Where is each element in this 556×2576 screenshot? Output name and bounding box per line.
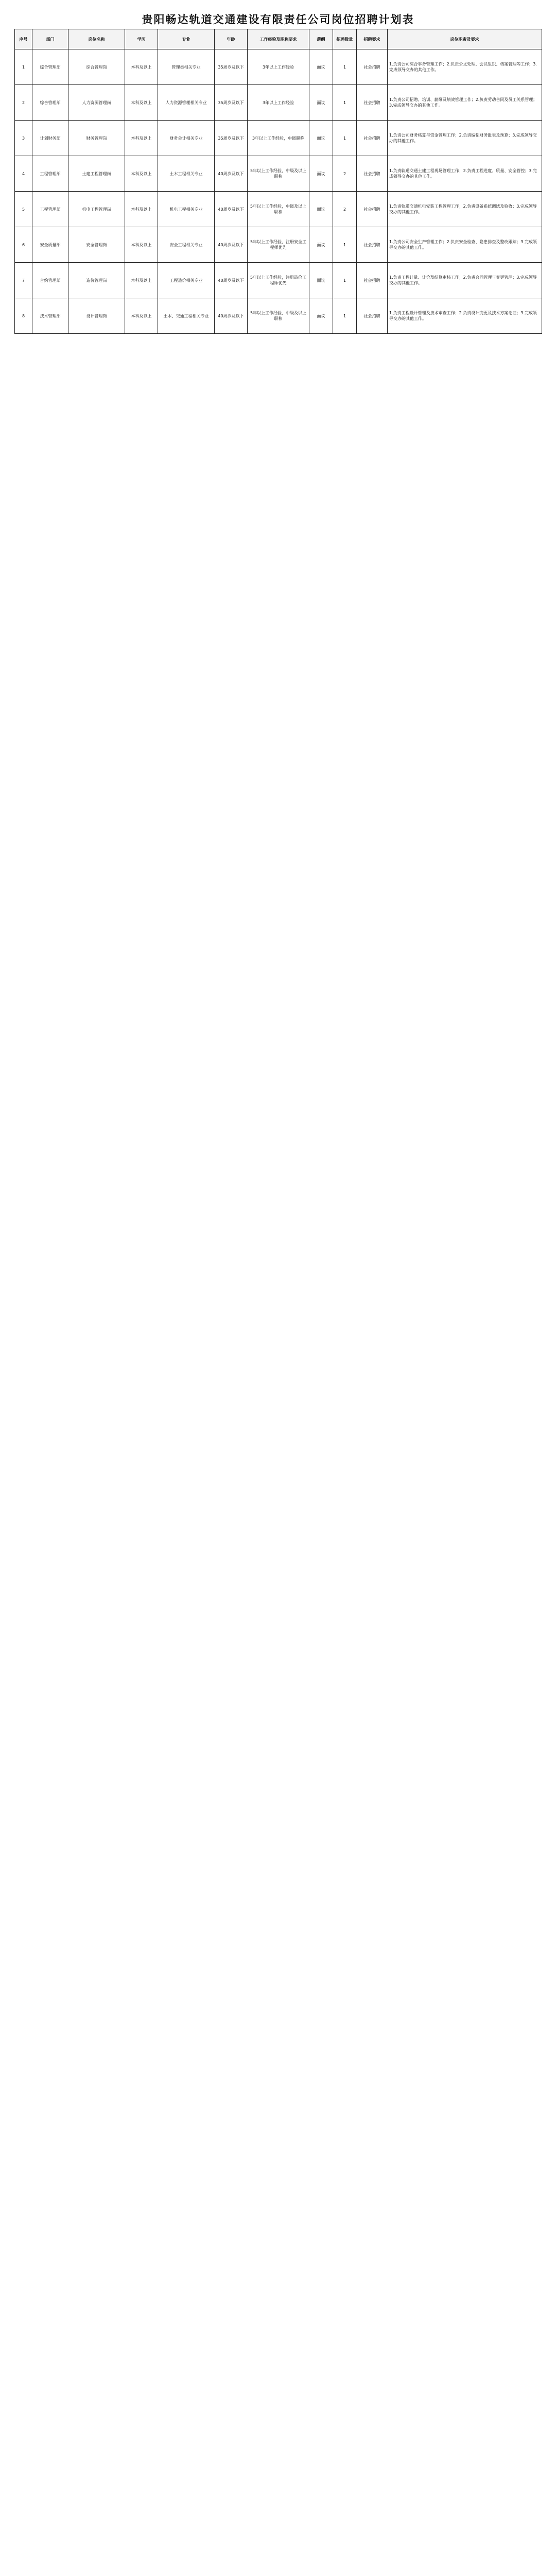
cell-major: 土木、交通工程相关专业	[158, 298, 215, 334]
cell-post: 安全管理岗	[68, 227, 125, 263]
header-count: 招聘数量	[333, 29, 357, 49]
cell-duty: 1.负责公司招聘、培训、薪酬及绩效管理工作；2.负责劳动合同及员工关系管理；3.完成领导交办的其他工作。	[388, 85, 542, 121]
cell-age: 40周岁及以下	[215, 298, 248, 334]
cell-count: 1	[333, 227, 357, 263]
table-row	[15, 298, 542, 334]
cell-pay: 面议	[309, 298, 333, 334]
cell-pay: 面议	[309, 227, 333, 263]
cell-age: 35周岁及以下	[215, 121, 248, 156]
cell-edu: 本科及以上	[125, 192, 158, 227]
cell-count: 2	[333, 192, 357, 227]
cell-major: 土木工程相关专业	[158, 156, 215, 192]
cell-type: 社会招聘	[357, 156, 388, 192]
cell-edu: 本科及以上	[125, 85, 158, 121]
header-age: 年龄	[215, 29, 248, 49]
cell-dept: 工程管理部	[32, 156, 68, 192]
cell-count: 1	[333, 85, 357, 121]
cell-duty: 1.负责公司综合事务管理工作；2.负责公文处理、会议组织、档案管理等工作；3.完成领导交办的其他工作。	[388, 49, 542, 85]
cell-count: 1	[333, 49, 357, 85]
table-row	[15, 263, 542, 298]
header-type: 招聘要求	[357, 29, 388, 49]
table-row	[15, 156, 542, 192]
cell-age: 40周岁及以下	[215, 156, 248, 192]
recruitment-table	[14, 29, 542, 334]
cell-age: 40周岁及以下	[215, 192, 248, 227]
cell-major: 安全工程相关专业	[158, 227, 215, 263]
cell-type: 社会招聘	[357, 192, 388, 227]
cell-type: 社会招聘	[357, 49, 388, 85]
cell-exp: 5年以上工作经验，中级及以上职称	[248, 192, 309, 227]
cell-edu: 本科及以上	[125, 263, 158, 298]
header-no: 序号	[15, 29, 32, 49]
cell-count: 1	[333, 121, 357, 156]
cell-count: 1	[333, 263, 357, 298]
cell-pay: 面议	[309, 85, 333, 121]
cell-type: 社会招聘	[357, 298, 388, 334]
cell-no: 5	[15, 192, 32, 227]
cell-post: 设计管理岗	[68, 298, 125, 334]
cell-dept: 技术管理部	[32, 298, 68, 334]
header-post: 岗位名称	[68, 29, 125, 49]
cell-no: 6	[15, 227, 32, 263]
cell-duty: 1.负责轨道交通机电安装工程管理工作；2.负责设备系统调试及验收；3.完成领导交办的其他工作。	[388, 192, 542, 227]
cell-duty: 1.负责公司安全生产管理工作；2.负责安全检查、隐患排查及整改跟踪；3.完成领导交办的其他工作。	[388, 227, 542, 263]
cell-duty: 1.负责轨道交通土建工程现场管理工作；2.负责工程进度、质量、安全管控；3.完成领导交办的其他工作。	[388, 156, 542, 192]
cell-post: 机电工程管理岗	[68, 192, 125, 227]
table-row	[15, 121, 542, 156]
cell-duty: 1.负责工程计量、计价及结算审核工作；2.负责合同管理与变更管理；3.完成领导交办的其他工作。	[388, 263, 542, 298]
cell-major: 机电工程相关专业	[158, 192, 215, 227]
cell-major: 管理类相关专业	[158, 49, 215, 85]
cell-duty: 1.负责工程设计管理及技术审查工作；2.负责设计变更及技术方案论证；3.完成领导交办的其他工作。	[388, 298, 542, 334]
cell-edu: 本科及以上	[125, 156, 158, 192]
cell-dept: 综合管理部	[32, 49, 68, 85]
header-exp: 工作经验及职称要求	[248, 29, 309, 49]
cell-dept: 综合管理部	[32, 85, 68, 121]
cell-count: 1	[333, 298, 357, 334]
cell-pay: 面议	[309, 192, 333, 227]
cell-pay: 面议	[309, 263, 333, 298]
cell-duty: 1.负责公司财务核算与资金管理工作；2.负责编制财务报表及预算；3.完成领导交办的其他工作。	[388, 121, 542, 156]
cell-exp: 5年以上工作经验，中级及以上职称	[248, 298, 309, 334]
cell-edu: 本科及以上	[125, 227, 158, 263]
cell-pay: 面议	[309, 156, 333, 192]
cell-dept: 合约管理部	[32, 263, 68, 298]
cell-dept: 安全质量部	[32, 227, 68, 263]
cell-edu: 本科及以上	[125, 121, 158, 156]
cell-count: 2	[333, 156, 357, 192]
page-title: 贵阳畅达轨道交通建设有限责任公司岗位招聘计划表	[142, 13, 414, 26]
cell-type: 社会招聘	[357, 85, 388, 121]
table-row	[15, 49, 542, 85]
table-header-row	[15, 29, 542, 49]
table-body	[15, 49, 542, 334]
header-dept: 部门	[32, 29, 68, 49]
cell-no: 3	[15, 121, 32, 156]
header-duty: 岗位职责及要求	[388, 29, 542, 49]
cell-no: 7	[15, 263, 32, 298]
cell-age: 40周岁及以下	[215, 263, 248, 298]
cell-exp: 3年以上工作经验，中级职称	[248, 121, 309, 156]
cell-major: 人力资源管理相关专业	[158, 85, 215, 121]
cell-exp: 3年以上工作经验	[248, 85, 309, 121]
cell-edu: 本科及以上	[125, 298, 158, 334]
cell-major: 工程造价相关专业	[158, 263, 215, 298]
cell-age: 35周岁及以下	[215, 85, 248, 121]
cell-post: 土建工程管理岗	[68, 156, 125, 192]
cell-pay: 面议	[309, 49, 333, 85]
table-row	[15, 192, 542, 227]
header-major: 专业	[158, 29, 215, 49]
cell-exp: 5年以上工作经验，注册造价工程师优先	[248, 263, 309, 298]
cell-post: 造价管理岗	[68, 263, 125, 298]
cell-exp: 3年以上工作经验	[248, 49, 309, 85]
cell-exp: 5年以上工作经验，注册安全工程师优先	[248, 227, 309, 263]
cell-age: 35周岁及以下	[215, 49, 248, 85]
cell-type: 社会招聘	[357, 263, 388, 298]
cell-edu: 本科及以上	[125, 49, 158, 85]
cell-type: 社会招聘	[357, 227, 388, 263]
cell-type: 社会招聘	[357, 121, 388, 156]
cell-post: 人力资源管理岗	[68, 85, 125, 121]
header-pay: 薪酬	[309, 29, 333, 49]
cell-exp: 5年以上工作经验，中级及以上职称	[248, 156, 309, 192]
cell-dept: 计划财务部	[32, 121, 68, 156]
cell-age: 40周岁及以下	[215, 227, 248, 263]
table-row	[15, 85, 542, 121]
cell-no: 8	[15, 298, 32, 334]
cell-major: 财务会计相关专业	[158, 121, 215, 156]
header-edu: 学历	[125, 29, 158, 49]
cell-dept: 工程管理部	[32, 192, 68, 227]
cell-no: 2	[15, 85, 32, 121]
cell-no: 1	[15, 49, 32, 85]
cell-no: 4	[15, 156, 32, 192]
cell-post: 财务管理岗	[68, 121, 125, 156]
table-row	[15, 227, 542, 263]
cell-post: 综合管理岗	[68, 49, 125, 85]
cell-pay: 面议	[309, 121, 333, 156]
